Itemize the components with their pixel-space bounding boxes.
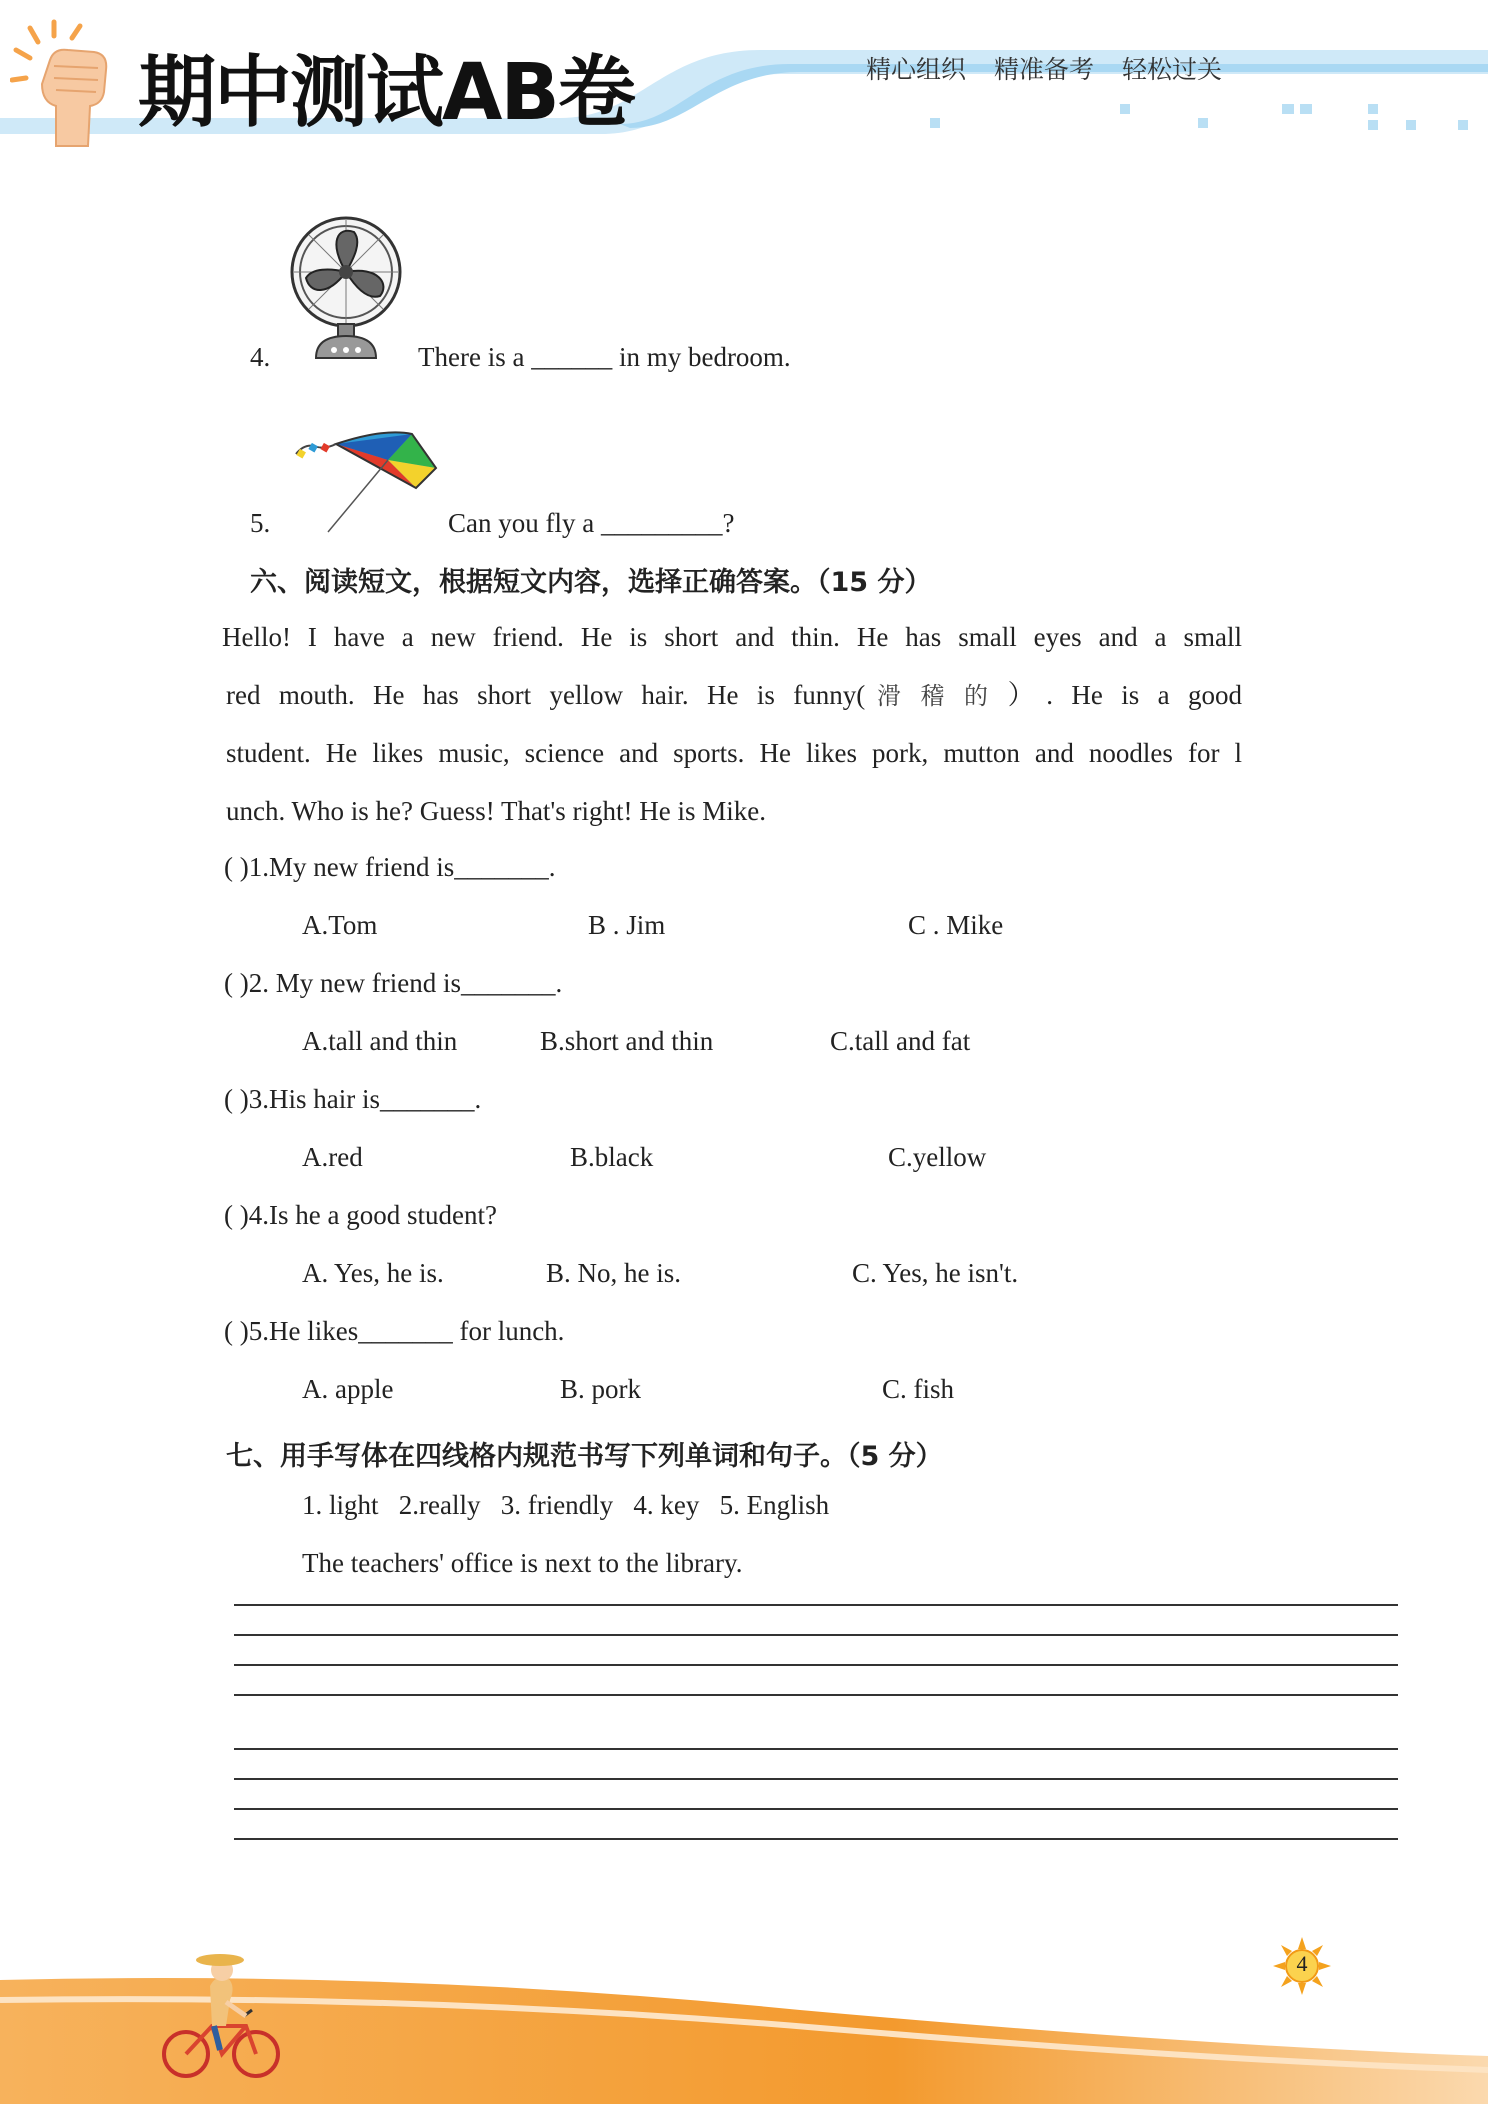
section-7-sentence: The teachers' office is next to the library. [302,1548,743,1578]
grid-1-line-1 [234,1604,1398,1606]
grid-1-line-4 [234,1694,1398,1696]
header-slogans [866,50,1250,86]
q5-blank[interactable]: _________ [600,508,723,538]
question-5-option-c[interactable]: C. fish [882,1374,955,1404]
question-4-option-b[interactable]: B. No, he is. [546,1258,681,1288]
question-4-stem[interactable]: ( )4.Is he a good student? [224,1200,497,1230]
kite-icon [288,420,440,536]
question-2-stem[interactable]: ( )2. My new friend is_______. [224,968,563,998]
fan-icon [288,212,404,362]
section-6-heading: 六、阅读短文，根据短文内容，选择正确答案。（15 分） [250,567,932,598]
question-5-stem[interactable]: ( )5.He likes_______ for lunch. [224,1316,565,1346]
grid-2-line-1 [234,1748,1398,1750]
grid-1-line-2 [234,1634,1398,1636]
section-7-words: 1. light 2.really 3. friendly 4. key 5. English [302,1490,830,1520]
grid-1-line-3 [234,1664,1398,1666]
passage-line-2-a: red mouth. He has short yellow hair. He is funny( [226,680,866,710]
q5-before: Can you fly a [448,508,601,538]
question-4-number: 4. [250,342,271,372]
slogan-3: 轻松过关 [1122,55,1223,84]
grid-2-line-3 [234,1808,1398,1810]
cyclist-icon [156,1946,286,2082]
section-7-heading: 七、用手写体在四线格内规范书写下列单词和句子。（5 分） [226,1441,943,1472]
question-1-option-c[interactable]: C . Mike [908,910,1004,940]
question-1-stem[interactable]: ( )1.My new friend is_______. [224,852,556,882]
passage-line-2 [226,666,1242,725]
page-number: 4 [1296,1951,1308,1976]
question-3-option-a[interactable]: A.red [302,1142,363,1172]
question-3-option-c[interactable]: C.yellow [888,1142,987,1172]
passage-line-1: Hello! I have a new friend. He is short and thin. He has small eyes and a small [222,622,1242,652]
question-2-option-c[interactable]: C.tall and fat [830,1026,971,1056]
passage-line-2-b: ）. He is a good [1007,680,1242,710]
question-2-option-a[interactable]: A.tall and thin [302,1026,458,1056]
q4-after: in my bedroom. [612,342,791,372]
q4-blank[interactable]: ______ [531,342,613,372]
slogan-2: 精准备考 [994,55,1095,84]
question-3-stem[interactable]: ( )3.His hair is_______. [224,1084,482,1114]
question-1-option-a[interactable]: A.Tom [302,910,378,940]
question-4-option-a[interactable]: A. Yes, he is. [302,1258,444,1288]
question-5-sentence [448,508,734,539]
q5-after: ? [722,508,735,538]
passage-line-4: unch. Who is he? Guess! That's right! He is Mike. [226,796,767,826]
slogan-1: 精心组织 [866,55,967,84]
question-5-option-b[interactable]: B. pork [560,1374,641,1404]
question-5-number: 5. [250,508,271,538]
passage-gloss: 滑稽的 [865,682,1008,710]
question-1-option-b[interactable]: B . Jim [588,910,666,940]
fist-icon [10,18,140,148]
grid-2-line-2 [234,1778,1398,1780]
question-4-option-c[interactable]: C. Yes, he isn't. [852,1258,1019,1288]
question-4-sentence [418,342,791,373]
question-5-option-a[interactable]: A. apple [302,1374,394,1404]
passage-line-3: student. He likes music, science and sports. He likes pork, mutton and noodles for l [226,738,1242,768]
question-3-option-b[interactable]: B.black [570,1142,654,1172]
question-2-option-b[interactable]: B.short and thin [540,1026,714,1056]
grid-2-line-4 [234,1838,1398,1840]
header-title: 期中测试AB卷 [138,48,634,138]
q4-before: There is a [418,342,532,372]
